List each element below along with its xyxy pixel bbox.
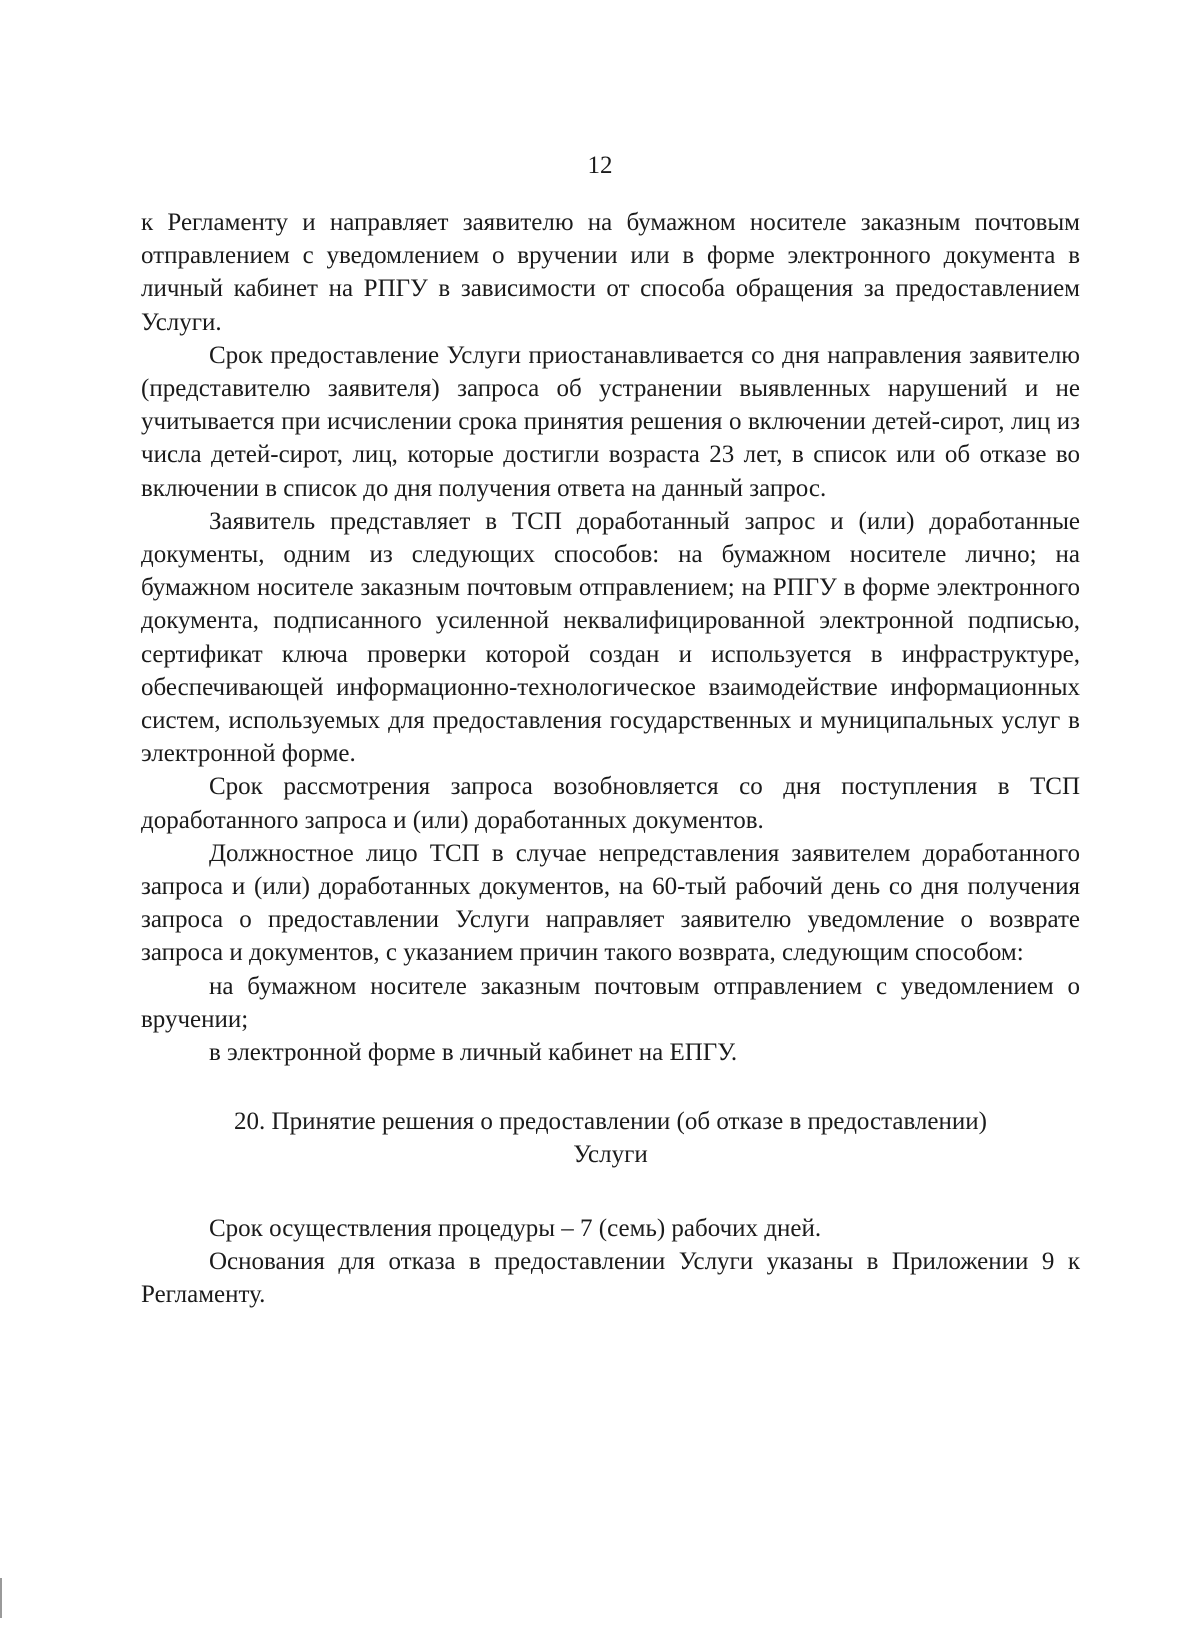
- paragraph-suspension-term: Срок предоставление Услуги приостанавливается со дня направления заявителю (представителю заявителя) запроса об устранении выявленных нарушений и не учитывается при исчислении срока принятия решения о включении детей-сирот, лиц из числа детей-сирот, лиц, которые достигли возраста 23 лет, в список или об отказе во включении в список до дня получения ответа на данный запрос.: [141, 341, 1080, 502]
- paragraph-refusal-grounds: Основания для отказа в предоставлении Услуги указаны в Приложении 9 к Регламенту.: [141, 1247, 1080, 1309]
- section-heading-line1: 20. Принятие решения о предоставлении (об отказе в предоставлении): [234, 1108, 987, 1136]
- section-heading-line2: Услуги: [573, 1141, 648, 1169]
- page-number: 12: [587, 152, 613, 179]
- paragraph-procedure-term: Срок осуществления процедуры – 7 (семь) рабочих дней.: [209, 1214, 822, 1242]
- document-body: [141, 206, 1080, 1311]
- paragraph-review-resumption: Срок рассмотрения запроса возобновляется со дня поступления в ТСП доработанного запроса и (или) доработанных документов.: [141, 773, 1080, 834]
- paragraph-paper-method: на бумажном носителе заказным почтовым отправлением с уведомлением о вручении;: [141, 972, 1080, 1033]
- scan-edge-mark: [0, 1578, 2, 1618]
- paragraph-electronic-method: в электронной форме в личный кабинет на ЕПГУ.: [209, 1039, 738, 1067]
- paragraph-resubmission-methods: Заявитель представляет в ТСП доработанный запрос и (или) доработанные документы, одним из следующих способов: на бумажном носителе лично; на бумажном носителе заказным почтовым отправлением; на РПГУ в форме электронного документа, подписанного усиленной неквалифицированной электронной подписью, сертификат ключа проверки которой создан и используется в инфраструктуре, обеспечивающей информационно-технологическое взаимодействие информационных систем, используемых для предоставления государственных и муниципальных услуг в электронной форме.: [141, 507, 1080, 768]
- paragraph-continuation: к Регламенту и направляет заявителю на бумажном носителе заказным почтовым отправлением с уведомлением о вручении или в форме электронного документа в личный кабинет на РПГУ в зависимости от способа обращения за предоставлением Услуги.: [141, 209, 1080, 336]
- paragraph-request-return: Должностное лицо ТСП в случае непредставления заявителем доработанного запроса и (или) доработанных документов, на 60-тый рабочий день со дня получения запроса о предоставлении Услуги направляет заявителю уведомление о возврате запроса и документов, с указанием причин такого возврата, следующим способом:: [141, 839, 1080, 967]
- section-heading: [141, 1105, 1080, 1171]
